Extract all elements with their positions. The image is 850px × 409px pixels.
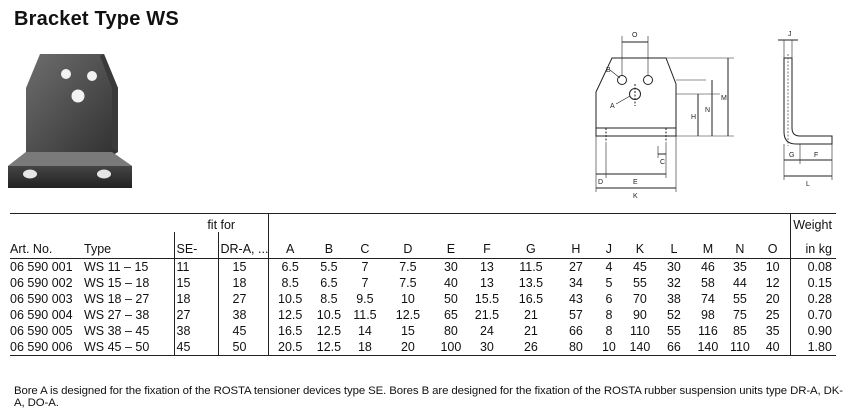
cell-dim-D: 7.5 — [399, 260, 417, 274]
cell-dim-F: 24 — [479, 324, 494, 338]
cell-dim-E: 50 — [443, 292, 458, 306]
cell-dim-C: 14 — [357, 324, 372, 338]
cell-art-no: 06 590 006 — [10, 339, 84, 356]
cell-se: 45 — [174, 339, 218, 356]
cell-dim-G: 13.5 — [518, 276, 544, 290]
cell-dim-O: 40 — [755, 339, 791, 356]
header-fit-for: fit for — [174, 214, 269, 233]
cell-dra: 15 — [218, 259, 269, 276]
cell-weight: 0.15 — [791, 275, 836, 291]
cell-weight: 0.90 — [791, 323, 836, 339]
cell-dim-F: 30 — [469, 339, 505, 356]
cell-dim-L: 66 — [657, 339, 691, 356]
cell-se: 38 — [174, 323, 218, 339]
cell-weight: 0.28 — [791, 291, 836, 307]
cell-dim-A: 20.5 — [269, 339, 311, 356]
cell-dim-E: 30 — [443, 260, 458, 274]
dim-label-H: H — [691, 114, 697, 121]
cell-dim-E: 80 — [443, 324, 458, 338]
cell-dim-M: 46 — [700, 260, 715, 274]
header-dim: A — [269, 232, 311, 259]
cell-weight: 0.08 — [791, 259, 836, 276]
cell-dim-G: 26 — [505, 339, 557, 356]
cell-dim-D: 15 — [400, 324, 415, 338]
cell-dim-J: 5 — [605, 276, 613, 290]
cell-dim-J: 4 — [605, 260, 613, 274]
cell-se: 18 — [174, 291, 218, 307]
cell-dra: 45 — [218, 323, 269, 339]
dim-label-K: K — [633, 193, 638, 200]
cell-dim-D: 7.5 — [399, 276, 417, 290]
cell-dim-J: 6 — [605, 292, 613, 306]
cell-dim-A: 8.5 — [269, 275, 311, 291]
dim-label-A: A — [610, 103, 615, 110]
cell-dim-B: 5.5 — [320, 260, 338, 274]
cell-dim-B: 12.5 — [316, 324, 342, 338]
cell-dim-N: 85 — [732, 324, 747, 338]
header-weight-unit: in kg — [791, 232, 836, 259]
cell-dim-O: 25 — [765, 308, 780, 322]
cell-dim-M: 74 — [700, 292, 715, 306]
cell-dim-O: 10 — [765, 260, 780, 274]
cell-dim-F: 21.5 — [474, 308, 500, 322]
cell-dim-O: 35 — [765, 324, 780, 338]
cell-dra: 50 — [218, 339, 269, 356]
dim-label-C: C — [660, 159, 666, 166]
cell-dim-F: 13 — [479, 276, 494, 290]
cell-type: WS 38 – 45 — [84, 324, 150, 338]
cell-art-no: 06 590 004 — [10, 308, 73, 322]
table-row — [10, 259, 836, 276]
dim-label-D: D — [598, 179, 604, 186]
dim-label-E: E — [633, 179, 638, 186]
cell-dim-C: 7 — [361, 276, 369, 290]
table-row — [10, 307, 836, 323]
cell-dim-A: 6.5 — [269, 259, 311, 276]
side-view-drawing — [770, 24, 850, 204]
header-dim: M — [691, 232, 725, 259]
cell-dim-J: 8 — [605, 324, 613, 338]
cell-art-no: 06 590 003 — [10, 292, 73, 306]
header-dim: C — [347, 232, 383, 259]
dim-label-M: M — [721, 95, 727, 102]
cell-dim-N: 55 — [732, 292, 747, 306]
cell-dim-B: 10.5 — [316, 308, 342, 322]
cell-dim-G: 21 — [523, 308, 538, 322]
cell-dim-A: 12.5 — [269, 307, 311, 323]
cell-dim-L: 32 — [666, 276, 681, 290]
header-dim: J — [595, 232, 623, 259]
header-dim: F — [469, 232, 505, 259]
cell-type: WS 45 – 50 — [84, 339, 174, 356]
dim-label-B: B — [606, 67, 611, 74]
cell-dim-C: 11.5 — [353, 308, 377, 322]
bracket-photo — [0, 48, 150, 198]
dim-label-O: O — [632, 32, 638, 39]
cell-dim-C: 7 — [361, 260, 369, 274]
cell-weight: 0.70 — [791, 307, 836, 323]
dim-label-J: J — [788, 31, 792, 38]
cell-dim-K: 140 — [623, 339, 657, 356]
header-dim: N — [725, 232, 755, 259]
cell-dim-N: 110 — [725, 339, 755, 356]
header-weight: Weight — [791, 214, 836, 233]
cell-dim-A: 10.5 — [269, 291, 311, 307]
dim-label-G: G — [789, 152, 795, 159]
cell-dim-O: 12 — [765, 276, 780, 290]
cell-type: WS 11 – 15 — [84, 260, 149, 274]
cell-dim-K: 45 — [632, 260, 647, 274]
dim-label-N: N — [705, 107, 711, 114]
cell-se: 11 — [174, 259, 218, 276]
header-dim: H — [557, 232, 595, 259]
cell-dim-C: 18 — [347, 339, 383, 356]
cell-dim-J: 8 — [605, 308, 613, 322]
header-dim: D — [383, 232, 433, 259]
header-dim: K — [623, 232, 657, 259]
cell-dim-H: 34 — [568, 276, 583, 290]
cell-dim-K: 110 — [629, 324, 650, 338]
cell-dim-G: 16.5 — [518, 292, 544, 306]
cell-dim-H: 66 — [568, 324, 583, 338]
cell-dim-J: 10 — [595, 339, 623, 356]
cell-dim-K: 70 — [632, 292, 647, 306]
header-type: Type — [84, 232, 174, 259]
cell-dim-K: 55 — [632, 276, 647, 290]
cell-dim-G: 11.5 — [519, 260, 543, 274]
cell-dim-L: 38 — [666, 292, 681, 306]
cell-dim-M: 140 — [691, 339, 725, 356]
cell-se: 15 — [174, 275, 218, 291]
cell-dim-D: 12.5 — [395, 308, 421, 322]
footnote: Bore A is designed for the fixation of the ROSTA tensioner devices type SE. Bores B are designed for the fixation of the ROSTA rubber suspension units type DR-A, DK-A, DO-A. — [14, 385, 843, 409]
cell-dim-M: 58 — [700, 276, 715, 290]
cell-art-no: 06 590 002 — [10, 276, 73, 290]
cell-dim-E: 65 — [443, 308, 458, 322]
cell-dim-M: 98 — [700, 308, 715, 322]
cell-se: 27 — [174, 307, 218, 323]
cell-art-no: 06 590 005 — [10, 324, 73, 338]
cell-dim-D: 10 — [400, 292, 415, 306]
table-row — [10, 291, 836, 307]
cell-dim-F: 15.5 — [474, 292, 500, 306]
cell-dim-K: 90 — [632, 308, 647, 322]
header-dim: G — [505, 232, 557, 259]
cell-dim-O: 20 — [765, 292, 780, 306]
dim-label-L: L — [806, 181, 810, 188]
cell-dim-H: 43 — [568, 292, 583, 306]
cell-dim-B: 8.5 — [320, 292, 338, 306]
table-row — [10, 275, 836, 291]
cell-dim-A: 16.5 — [269, 323, 311, 339]
cell-dra: 18 — [218, 275, 269, 291]
cell-dim-H: 80 — [557, 339, 595, 356]
cell-dim-L: 52 — [666, 308, 681, 322]
cell-dra: 38 — [218, 307, 269, 323]
cell-art-no: 06 590 001 — [10, 260, 73, 274]
cell-dim-N: 75 — [732, 308, 747, 322]
cell-dim-G: 21 — [523, 324, 538, 338]
page-title: Bracket Type WS — [14, 8, 179, 30]
cell-type: WS 18 – 27 — [84, 292, 150, 306]
header-dim: L — [657, 232, 691, 259]
cell-weight: 1.80 — [791, 339, 836, 356]
cell-dim-B: 6.5 — [320, 276, 338, 290]
cell-dim-L: 55 — [666, 324, 681, 338]
cell-type: WS 15 – 18 — [84, 276, 150, 290]
cell-dim-H: 57 — [568, 308, 583, 322]
dim-label-F: F — [814, 152, 819, 159]
header-dim: B — [311, 232, 347, 259]
header-dim: E — [433, 232, 469, 259]
front-view-drawing — [570, 24, 760, 204]
cell-dim-E: 100 — [433, 339, 469, 356]
cell-dim-L: 30 — [666, 260, 681, 274]
cell-type: WS 27 – 38 — [84, 308, 150, 322]
header-dra: DR-A, ... — [218, 232, 269, 259]
cell-dim-C: 9.5 — [356, 292, 374, 306]
cell-dim-M: 116 — [697, 324, 718, 338]
cell-dim-B: 12.5 — [311, 339, 347, 356]
header-dim: O — [755, 232, 791, 259]
table-row — [10, 339, 836, 356]
cell-dim-D: 20 — [383, 339, 433, 356]
cell-dim-F: 13 — [479, 260, 494, 274]
header-se: SE- — [174, 232, 218, 259]
spec-table — [10, 213, 836, 356]
cell-dim-N: 44 — [732, 276, 747, 290]
cell-dim-N: 35 — [732, 260, 747, 274]
cell-dim-E: 40 — [443, 276, 458, 290]
table-row — [10, 323, 836, 339]
cell-dim-H: 27 — [568, 260, 583, 274]
header-art-no: Art. No. — [10, 232, 84, 259]
cell-dra: 27 — [218, 291, 269, 307]
